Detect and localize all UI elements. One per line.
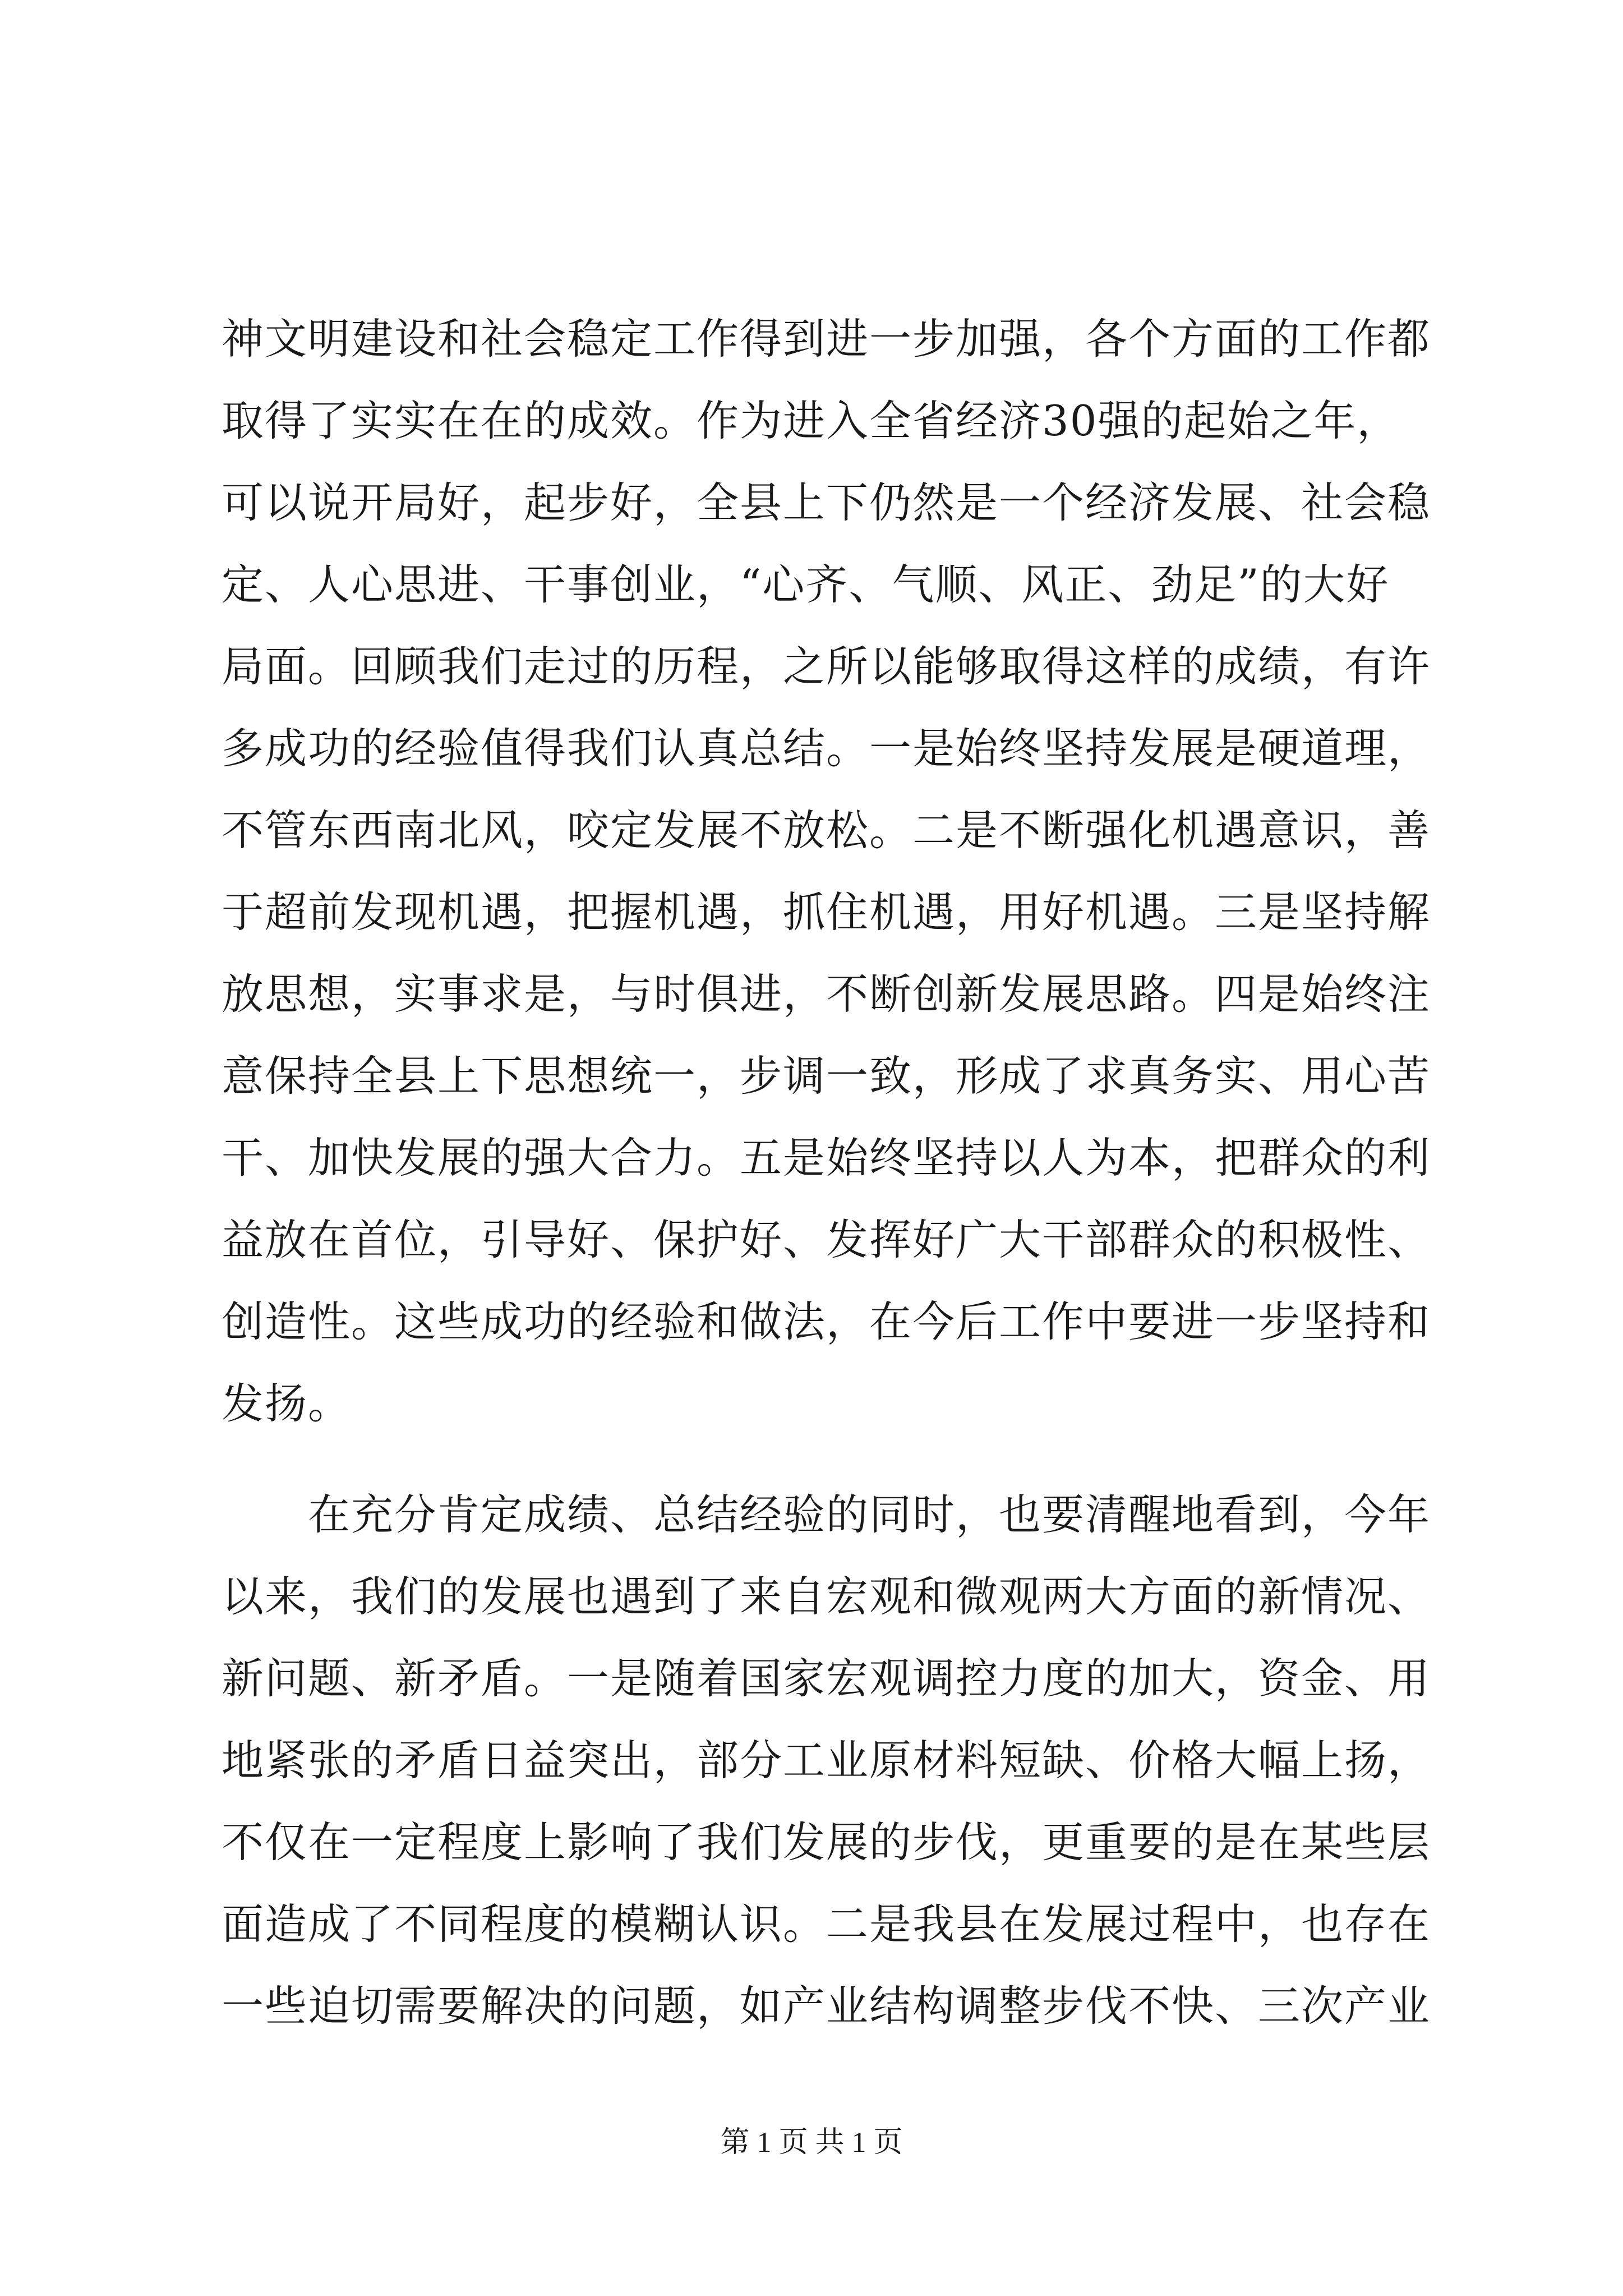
page-number-label: 第 1 页 共 1 页 bbox=[720, 2127, 903, 2159]
page-footer bbox=[0, 2123, 1623, 2162]
text-line: 可以说开局好，起步好，全县上下仍然是一个经济发展、社会稳 bbox=[222, 478, 1431, 527]
body-text bbox=[222, 298, 1431, 2047]
text-line: 神文明建设和社会稳定工作得到进一步加强，各个方面的工作都 bbox=[222, 314, 1431, 364]
text-line: 多成功的经验值得我们认真总结。一是始终坚持发展是硬道理， bbox=[222, 724, 1431, 773]
text-line: 意保持全县上下思想统一，步调一致，形成了求真务实、用心苦 bbox=[222, 1051, 1431, 1101]
paragraph-2 bbox=[222, 1474, 1431, 2047]
text-line: 取得了实实在在的成效。作为进入全省经济30强的起始之年， bbox=[222, 396, 1400, 445]
text-line: 新问题、新矛盾。一是随着国家宏观调控力度的加大，资金、用 bbox=[222, 1654, 1431, 1703]
text-line: 地紧张的矛盾日益突出，部分工业原材料短缺、价格大幅上扬， bbox=[222, 1736, 1431, 1785]
text-line: 于超前发现机遇，把握机遇，抓住机遇，用好机遇。三是坚持解 bbox=[222, 887, 1431, 937]
text-line: 定、人心思进、干事创业，“心齐、气顺、风正、劲足”的大好 bbox=[222, 560, 1390, 609]
text-line: 干、加快发展的强大合力。五是始终坚持以人为本，把群众的利 bbox=[222, 1133, 1431, 1182]
text-line: 不仅在一定程度上影响了我们发展的步伐，更重要的是在某些层 bbox=[222, 1818, 1431, 1867]
text-line: 不管东西南北风，咬定发展不放松。二是不断强化机遇意识，善 bbox=[222, 806, 1431, 855]
text-line: 创造性。这些成功的经验和做法，在今后工作中要进一步坚持和 bbox=[222, 1297, 1431, 1346]
text-line: 发扬。 bbox=[222, 1379, 352, 1428]
text-line: 一些迫切需要解决的问题，如产业结构调整步伐不快、三次产业 bbox=[222, 1981, 1431, 2031]
text-line: 益放在首位，引导好、保护好、发挥好广大干部群众的积极性、 bbox=[222, 1215, 1431, 1264]
text-line: 面造成了不同程度的模糊认识。二是我县在发展过程中，也存在 bbox=[222, 1899, 1431, 1949]
paragraph-gap bbox=[222, 1444, 1422, 1474]
text-line: 放思想，实事求是，与时俱进，不断创新发展思路。四是始终注 bbox=[222, 969, 1431, 1019]
text-line: 局面。回顾我们走过的历程，之所以能够取得这样的成绩，有许 bbox=[222, 642, 1431, 691]
paragraph-1 bbox=[222, 298, 1431, 1444]
text-line: 以来，我们的发展也遇到了来自宏观和微观两大方面的新情况、 bbox=[222, 1572, 1431, 1621]
text-line: 在充分肯定成绩、总结经验的同时，也要清醒地看到，今年 bbox=[222, 1490, 1431, 1539]
